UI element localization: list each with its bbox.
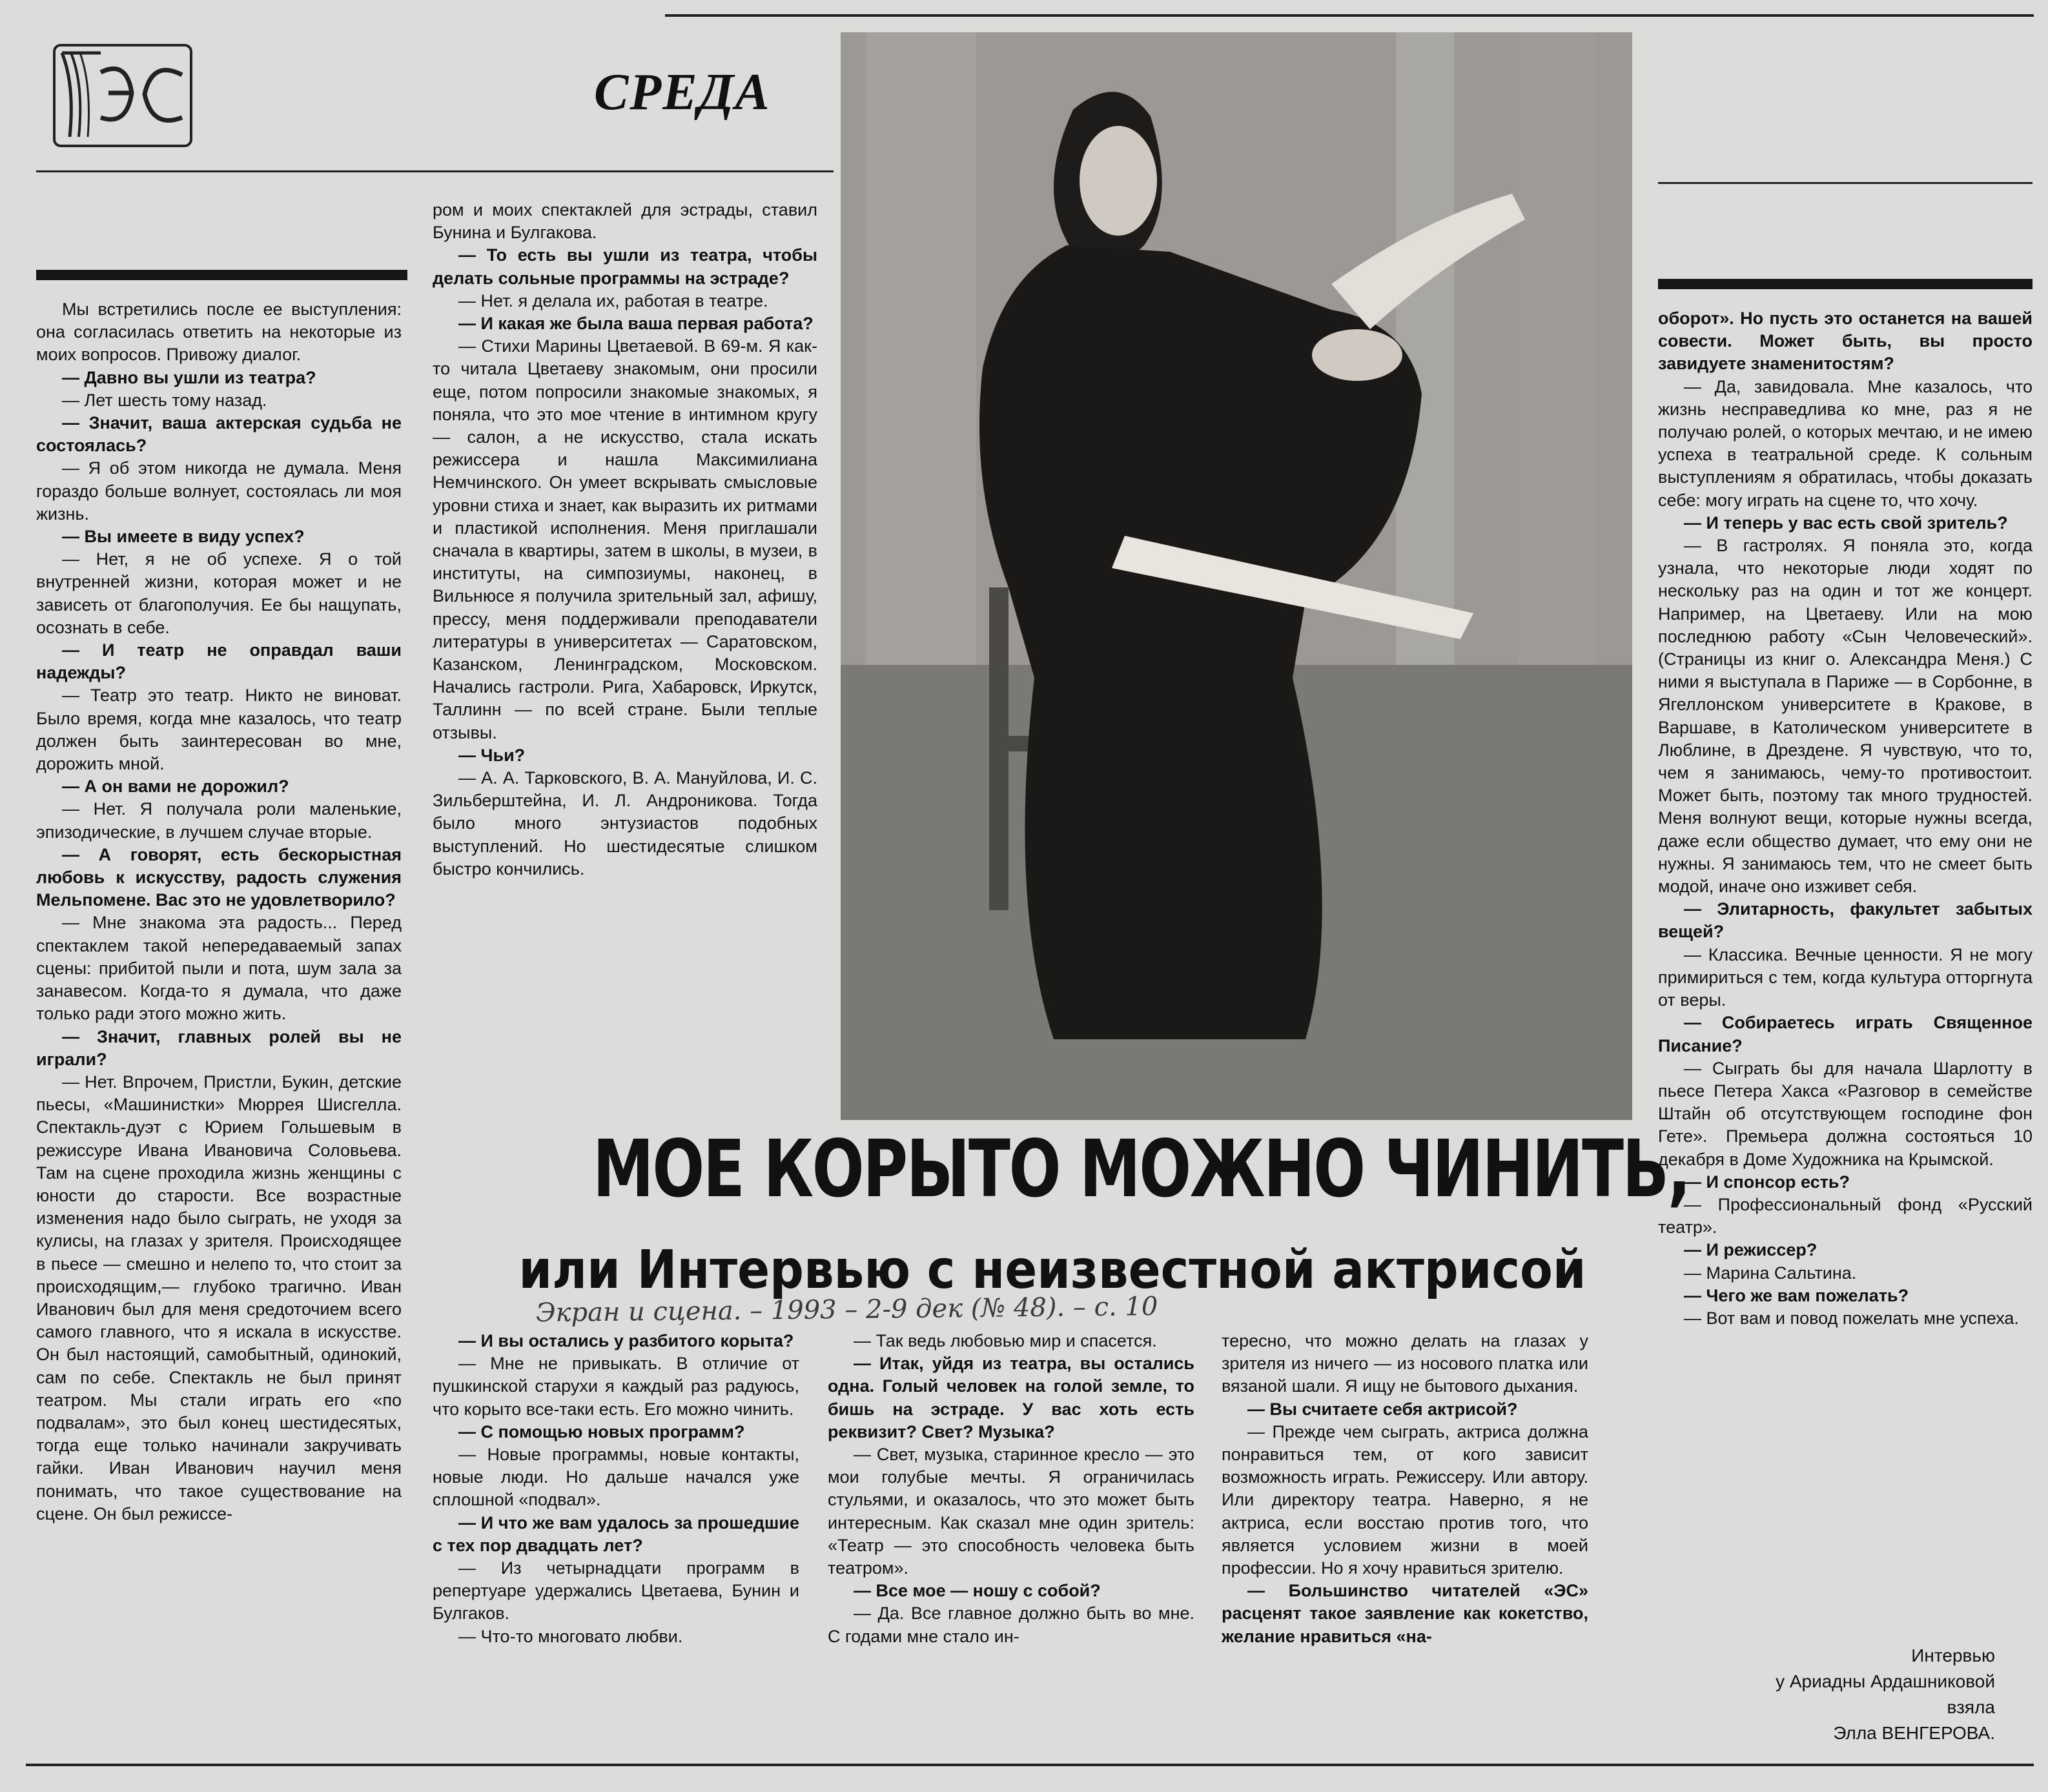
top-border-rule [665,14,2034,17]
answer-paragraph: — Что-то многовато любви. [458,1626,683,1646]
credit-line: Интервью [1911,1645,1995,1665]
question-paragraph: — И режиссер? [1684,1240,1818,1260]
question-paragraph: — Собираетесь играть Священное Писание? [1658,1013,2033,1055]
answer-paragraph: — В гастролях. Я поняла это, когда узнала, что некоторые люди ходят по нескольку раз на один и тот же концерт. Например, на Цветаеву. Или на мою последнюю работу «Сын Человеческий». (Страницы из книг о. Александра Меня.) С ними я выступала в Париже — в Сорбонне, в Ягеллонском университете в Кракове, в Варшаве, в Католическом университете в Люблине, в Дрездене. Я чувствую, что то, чем я занимаюсь, чему-то противостоит. Может быть, поэтому так много трудностей. Меня волнуют вещи, которые нужны всегда, даже если общество думает, что ему они не нужны. Я занимаюсь тем, что не смеет быть модой, иначе оно изживет себя. [1658,536,2033,897]
question-paragraph: — А он вами не дорожил? [62,777,289,797]
answer-paragraph: — Свет, музыка, старинное кресло — это мои голубые мечты. Я ограничилась стульями, и оказалось, что это может быть интересным. Как сказал мне один зритель: «Театр — это способность человека быть театром». [828,1445,1194,1578]
article-column-1 [36,298,402,1525]
answer-paragraph: тересно, что можно делать на глазах у зрителя из ничего — из носового платка или вязаной шали. Я ищу не бытового дыхания. [1222,1331,1588,1396]
question-paragraph: — И какая же была ваша первая работа? [458,314,814,334]
article-column-4 [828,1330,1194,1648]
answer-paragraph: — Лет шесть тому назад. [62,390,267,410]
answer-paragraph: — Марина Сальтина. [1684,1263,1857,1283]
question-paragraph: — То есть вы ушли из театра, чтобы делать сольные программы на эстраде? [433,245,817,288]
question-paragraph: — Вы считаете себя актрисой? [1247,1399,1518,1419]
article-column-5 [1222,1330,1588,1648]
answer-paragraph: — Стихи Марины Цветаевой. В 69-м. Я как-то читала Цветаеву знакомым, они просили еще, потом попросили знакомые знакомых, я поняла, что это мое чтение в интимном кругу — салон, а не искусство, стала искать режиссера и нашла Максимилиана Немчинского. Он умеет вскрывать смысловые уровни стиха и знает, как выразить их ритмами и пластикой исполнения. Меня приглашали сначала в квартиры, затем в школы, в музеи, в институты, на симпозиумы, наконец, в Вильнюсе я получила зрительный зал, афишу, прессу, меня поддерживали преподаватели литературы в университетах — Саратовском, Казанском, Ленинградском, Московском. Начались гастроли. Рига, Хабаровск, Иркутск, Таллинн — по всей стране. Были теплые отзывы. [433,336,817,742]
credit-line: у Ариадны Ардашниковой [1776,1671,1995,1691]
answer-paragraph: — Да, завидовала. Мне казалось, что жизнь несправедлива ко мне, раз я не получаю ролей, о которых мечтаю, и не имею успеха в театральной среде. К сольным выступлениям я обратилась, чтобы доказать себе: могу играть на сцене то, что хочу. [1658,376,2033,510]
answer-paragraph: — Профессиональный фонд «Русский театр». [1658,1194,2033,1237]
question-paragraph: — Большинство читателей «ЭС» расценят такое заявление как кокетство, желание нравиться «на- [1222,1581,1588,1646]
question-paragraph: — Значит, ваша актерская судьба не состоялась? [36,413,402,456]
column-bar [1658,279,2033,289]
answer-paragraph: — Прежде чем сыграть, актриса должна понравиться тем, от кого зависит возможность играть. Режиссеру. Или автору. Или директору театра. Наверно, я не актриса, если восстаю против того, что является условием жизни в моей профессии. Но я хочу нравиться зрителю. [1222,1421,1588,1578]
question-paragraph: — И что же вам удалось за прошедшие с тех пор двадцать лет? [433,1512,799,1555]
question-paragraph: — И спонсор есть? [1684,1172,1850,1192]
question-paragraph: — А говорят, есть бескорыстная любовь к искусству, радость служения Мельпомене. Вас это не удовлетворило? [36,844,402,910]
question-paragraph: — Вы имеете в виду успех? [62,527,305,547]
header-rule-right [1658,182,2033,184]
es-logo [53,44,192,147]
credit-line: взяла [1947,1697,1995,1717]
answer-paragraph: — Мне не привыкать. В отличие от пушкинской старухи я каждый раз радуюсь, что корыто все-таки есть. Его можно чинить. [433,1354,799,1419]
answer-paragraph: — Сыграть бы для начала Шарлотту в пьесе Петера Хакса «Разговор в семействе Штайн об отсутствующем господине фон Гете». Премьера должна состояться 10 декабря в Доме Художника на Крымской. [1658,1058,2033,1169]
answer-paragraph: — А. А. Тарковского, В. А. Мануйлова, И. С. Зильберштейна, И. Л. Андроникова. Тогда было много энтузиастов подобных выступлений. Но шестидесятые слишком быстро кончились. [433,768,817,879]
answer-paragraph: — Новые программы, новые контакты, новые люди. Но дальше начался уже сплошной «подвал». [433,1445,799,1510]
answer-paragraph: — Из четырнадцати программ в репертуаре удержались Цветаева, Бунин и Булгаков. [433,1558,799,1624]
question-paragraph: — Значит, главных ролей вы не играли? [36,1026,402,1069]
answer-paragraph: — Театр это театр. Никто не виноват. Было время, когда мне казалось, что театр должен быть заинтересован во мне, дорожить мной. [36,686,402,774]
answer-paragraph: — Нет. Я получала роли маленькие, эпизодические, в лучшем случае вторые. [36,799,402,842]
question-paragraph: — Давно вы ушли из театра? [62,367,316,387]
portrait-photo [841,32,1632,1120]
answer-paragraph: — Да. Все главное должно быть во мне. С годами мне стало ин- [828,1604,1194,1646]
answer-paragraph: — Нет. Впрочем, Пристли, Букин, детские пьесы, «Машинистки» Мюррея Шисгелла. Спектакль-дуэт с Юрием Гольшевым в режиссуре Ивана Ивановича Соловьева. Там на сцене проходила жизнь женщины с юности до старости. Все возрастные изменения надо было сыграть, не уходя за кулисы, на глазах у зрителя. Происходящее в пьесе — смешно и нелепо то, что стоит за происходящим,— глубоко трагично. Иван Иванович был для меня средоточием всего самого главного, что я искала в искусстве. Он был настоящий, самобытный, одинокий, сам по себе. Спектакль не был принят театром. Мы стали играть его «по подвалам», это был конец шестидесятых, тогда еще только начинали закручивать гайки. Иван Иванович научил меня понимать, что такое существование на сцене. Он был режиссе- [36,1072,402,1523]
subheadline: или Интервью с неизвестной актрисой [518,1239,1586,1301]
question-paragraph: — С помощью новых программ? [458,1421,745,1441]
answer-paragraph: Мы встретились после ее выступления: она согласилась ответить на некоторые из моих вопросов. Привожу диалог. [36,300,402,365]
column-bar [36,270,407,280]
author-credit [1659,1643,1995,1746]
answer-paragraph: — Классика. Вечные ценности. Я не могу примириться с тем, когда культура отторгнута от веры. [1658,944,2033,1010]
header-rule-left [36,170,834,172]
answer-paragraph: — Я об этом никогда не думала. Меня гораздо больше волнует, состоялась ли моя жизнь. [36,458,402,524]
credit-author: Элла ВЕНГЕРОВА. [1833,1723,1995,1743]
question-paragraph: — Итак, уйдя из театра, вы остались одна. Голый человек на голой земле, то бишь на эстраде. У вас хоть есть реквизит? Свет? Музыка? [828,1354,1194,1441]
question-paragraph: — Чего же вам пожелать? [1684,1285,1909,1305]
answer-paragraph: — Так ведь любовью мир и спасется. [854,1331,1157,1350]
question-paragraph: — И вы остались у разбитого корыта? [458,1331,794,1350]
question-paragraph: — И театр не оправдал ваши надежды? [36,640,402,683]
bottom-border-rule [26,1764,2034,1766]
article-column-6 [1658,307,2033,1330]
theater-curtain-icon [56,46,190,145]
article-column-3 [433,1330,799,1648]
question-paragraph: — Элитарность, факультет забытых вещей? [1658,899,2033,942]
answer-paragraph: — Мне знакома эта радость... Перед спектаклем такой непередаваемый запах сцены: прибитой пыли и пота, шум зала за занавесом. Когда-то я думала, что даже только ради этого можно жить. [36,913,402,1024]
headline: МОЕ КОРЫТО МОЖНО ЧИНИТЬ, [593,1123,1690,1215]
answer-paragraph: — Нет. я делала их, работая в театре. [458,290,768,311]
answer-paragraph: — Нет, я не об успехе. Я о той внутренней жизни, которая может и не зависеть от благополучия. Ее бы нащупать, осознать в себе. [36,549,402,637]
rubric-title: СРЕДА [594,64,771,121]
handwritten-source-note: Экран и сцена. – 1993 – 2-9 дек (№ 48). – с. 10 [535,1291,1158,1329]
question-paragraph: — И теперь у вас есть свой зритель? [1684,513,2008,533]
question-paragraph: оборот». Но пусть это останется на вашей совести. Может быть, вы просто завидуете знаменитостям? [1658,309,2033,374]
article-column-2 [433,199,817,881]
answer-paragraph: — Вот вам и повод пожелать мне успеха. [1684,1308,2019,1328]
actress-portrait-image [841,32,1632,1120]
answer-paragraph: ром и моих спектаклей для эстрады, ставил Бунина и Булгакова. [433,200,817,243]
question-paragraph: — Все мое — ношу с собой? [854,1581,1101,1601]
question-paragraph: — Чьи? [458,745,526,765]
